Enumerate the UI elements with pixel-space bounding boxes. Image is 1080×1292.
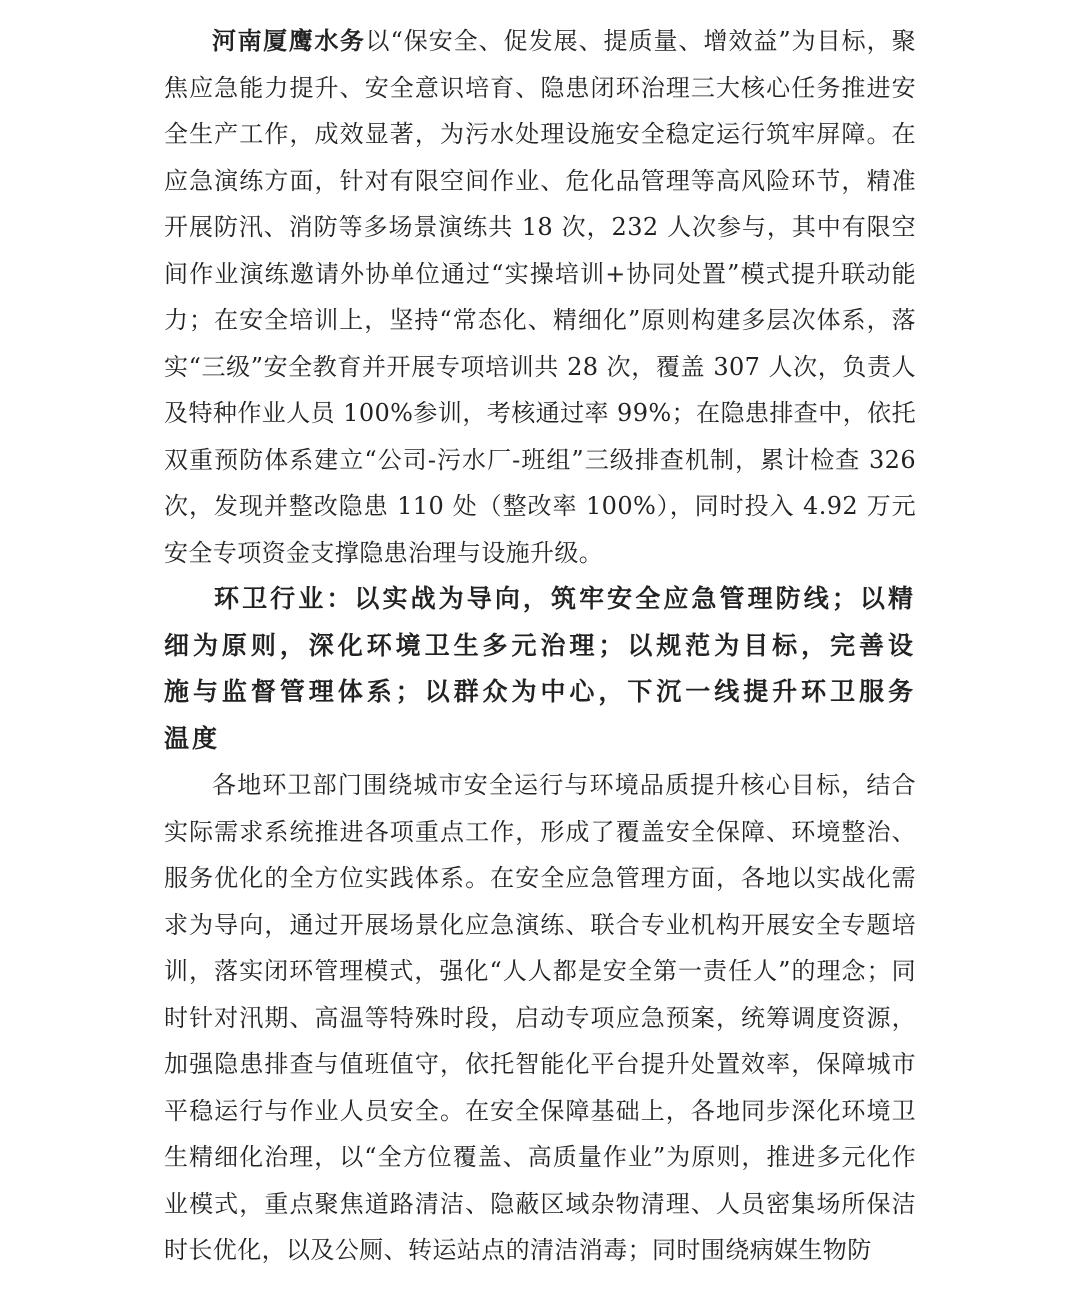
paragraph-lead-company: 河南厦鹰水务 [212, 27, 366, 55]
paragraph-text-water-affairs: 以“保安全、促发展、提质量、增效益”为目标，聚焦应急能力提升、安全意识培育、隐患闭环治理三大核心任务推进安全生产工作，成效显著，为污水处理设施安全稳定运行筑牢屏障。在应急演练方面，针对有限空间作业、危化品管理等高风险环节，精准开展防汛、消防等多场景演练共 18 次，232 人次参与，其中有限空间作业演练邀请外协单位通过“实操培训+协同处置”模式提升联动能力；在安全培训上，坚持“常态化、精细化”原则构建多层次体系，落实“三级”安全教育并开展专项培训共 28 次，覆盖 307 人次，负责人及特种作业人员 100%参训，考核通过率 99%；在隐患排查中，依托双重预防体系建立“公司-污水厂-班组”三级排查机制，累计检查 326 次，发现并整改隐患 110 处（整改率 100%），同时投入 4.92 万元安全专项资金支撑隐患治理与设施升级。 [164, 27, 916, 567]
paragraph-water-affairs [164, 18, 916, 576]
section-heading-sanitation: 环卫行业：以实战为导向，筑牢安全应急管理防线；以精细为原则，深化环境卫生多元治理；以规范为目标，完善设施与监督管理体系；以群众为中心，下沉一线提升环卫服务温度 [164, 584, 916, 753]
article-body [164, 18, 916, 1274]
paragraph-sanitation: 各地环卫部门围绕城市安全运行与环境品质提升核心目标，结合实际需求系统推进各项重点工作，形成了覆盖安全保障、环境整治、服务优化的全方位实践体系。在安全应急管理方面，各地以实战化需求为导向，通过开展场景化应急演练、联合专业机构开展安全专题培训，落实闭环管理模式，强化“人人都是安全第一责任人”的理念；同时针对汛期、高温等特殊时段，启动专项应急预案，统筹调度资源，加强隐患排查与值班值守，依托智能化平台提升处置效率，保障城市平稳运行与作业人员安全。在安全保障基础上，各地同步深化环境卫生精细化治理，以“全方位覆盖、高质量作业”为原则，推进多元化作业模式，重点聚焦道路清洁、隐蔽区域杂物清理、人员密集场所保洁时长优化，以及公厕、转运站点的清洁消毒；同时围绕病媒生物防 [164, 771, 916, 1264]
